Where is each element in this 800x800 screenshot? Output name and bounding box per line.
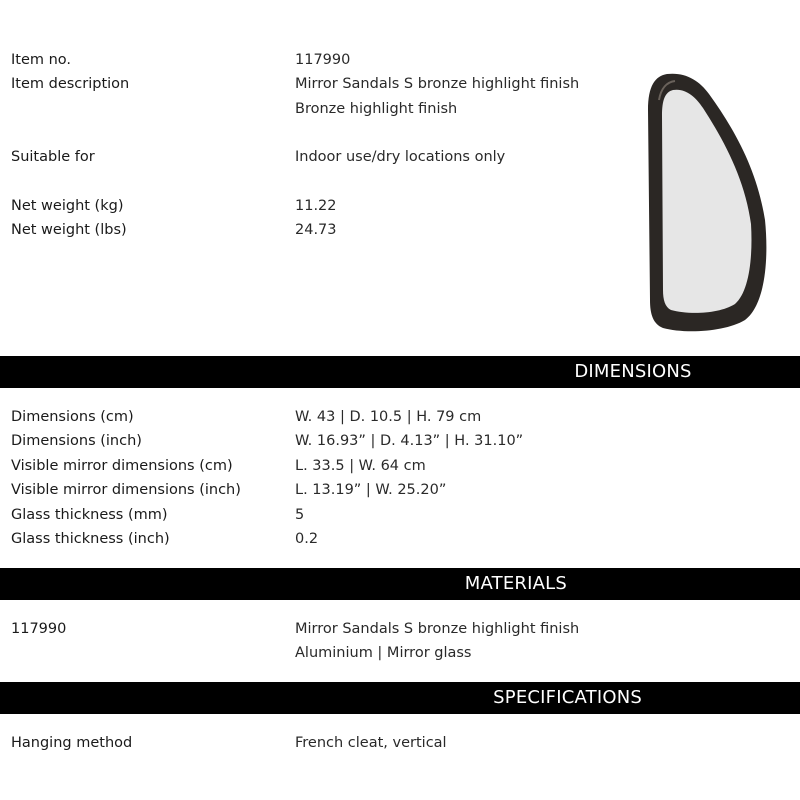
- item-description-label: Item description: [11, 76, 130, 92]
- materials-header: [0, 568, 800, 600]
- dimensions-row: [0, 454, 800, 478]
- dimensions-row: [0, 527, 800, 551]
- specifications-title: SPECIFICATIONS: [493, 687, 642, 708]
- dimensions-row: [0, 478, 800, 502]
- dimensions-row: [0, 503, 800, 527]
- dimensions-value: 0.2: [295, 531, 319, 547]
- suitable-for-value: Indoor use/dry locations only: [295, 149, 506, 165]
- mirror-product-image: [645, 70, 770, 335]
- item-description-value: Mirror Sandals S bronze highlight finish: [295, 76, 580, 92]
- dimensions-label: Visible mirror dimensions (inch): [11, 482, 241, 498]
- materials-value-2: Aluminium | Mirror glass: [295, 645, 472, 661]
- specifications-header: [0, 682, 800, 714]
- hanging-method-label: Hanging method: [11, 735, 133, 751]
- materials-value: Mirror Sandals S bronze highlight finish: [295, 621, 580, 637]
- dimensions-label: Dimensions (inch): [11, 433, 142, 449]
- dimensions-value: W. 16.93” | D. 4.13” | H. 31.10”: [295, 433, 524, 449]
- info-row-item-no: [0, 48, 800, 72]
- suitable-for-label: Suitable for: [11, 149, 95, 165]
- materials-row: [0, 617, 800, 641]
- net-weight-lbs-label: Net weight (lbs): [11, 222, 127, 238]
- dimensions-label: Glass thickness (inch): [11, 531, 170, 547]
- materials-row-2: [0, 641, 800, 665]
- item-no-label: Item no.: [11, 52, 72, 68]
- dimensions-value: 5: [295, 507, 305, 523]
- dimensions-row: [0, 405, 800, 429]
- hanging-method-value: French cleat, vertical: [295, 735, 447, 751]
- mirror-glass: [662, 90, 751, 313]
- specifications-row: [0, 731, 800, 755]
- dimensions-label: Dimensions (cm): [11, 409, 134, 425]
- net-weight-kg-label: Net weight (kg): [11, 198, 124, 214]
- item-description-value-2: Bronze highlight finish: [295, 101, 458, 117]
- dimensions-header: [0, 356, 800, 388]
- dimensions-row: [0, 429, 800, 453]
- dimensions-value: W. 43 | D. 10.5 | H. 79 cm: [295, 409, 482, 425]
- dimensions-label: Visible mirror dimensions (cm): [11, 458, 233, 474]
- dimensions-value: L. 33.5 | W. 64 cm: [295, 458, 426, 474]
- item-no-value: 117990: [295, 52, 351, 68]
- dimensions-label: Glass thickness (mm): [11, 507, 168, 523]
- materials-title: MATERIALS: [464, 573, 567, 594]
- net-weight-kg-value: 11.22: [295, 198, 337, 214]
- dimensions-title: DIMENSIONS: [574, 361, 692, 382]
- dimensions-value: L. 13.19” | W. 25.20”: [295, 482, 447, 498]
- net-weight-lbs-value: 24.73: [295, 222, 337, 238]
- materials-item-label: 117990: [11, 621, 67, 637]
